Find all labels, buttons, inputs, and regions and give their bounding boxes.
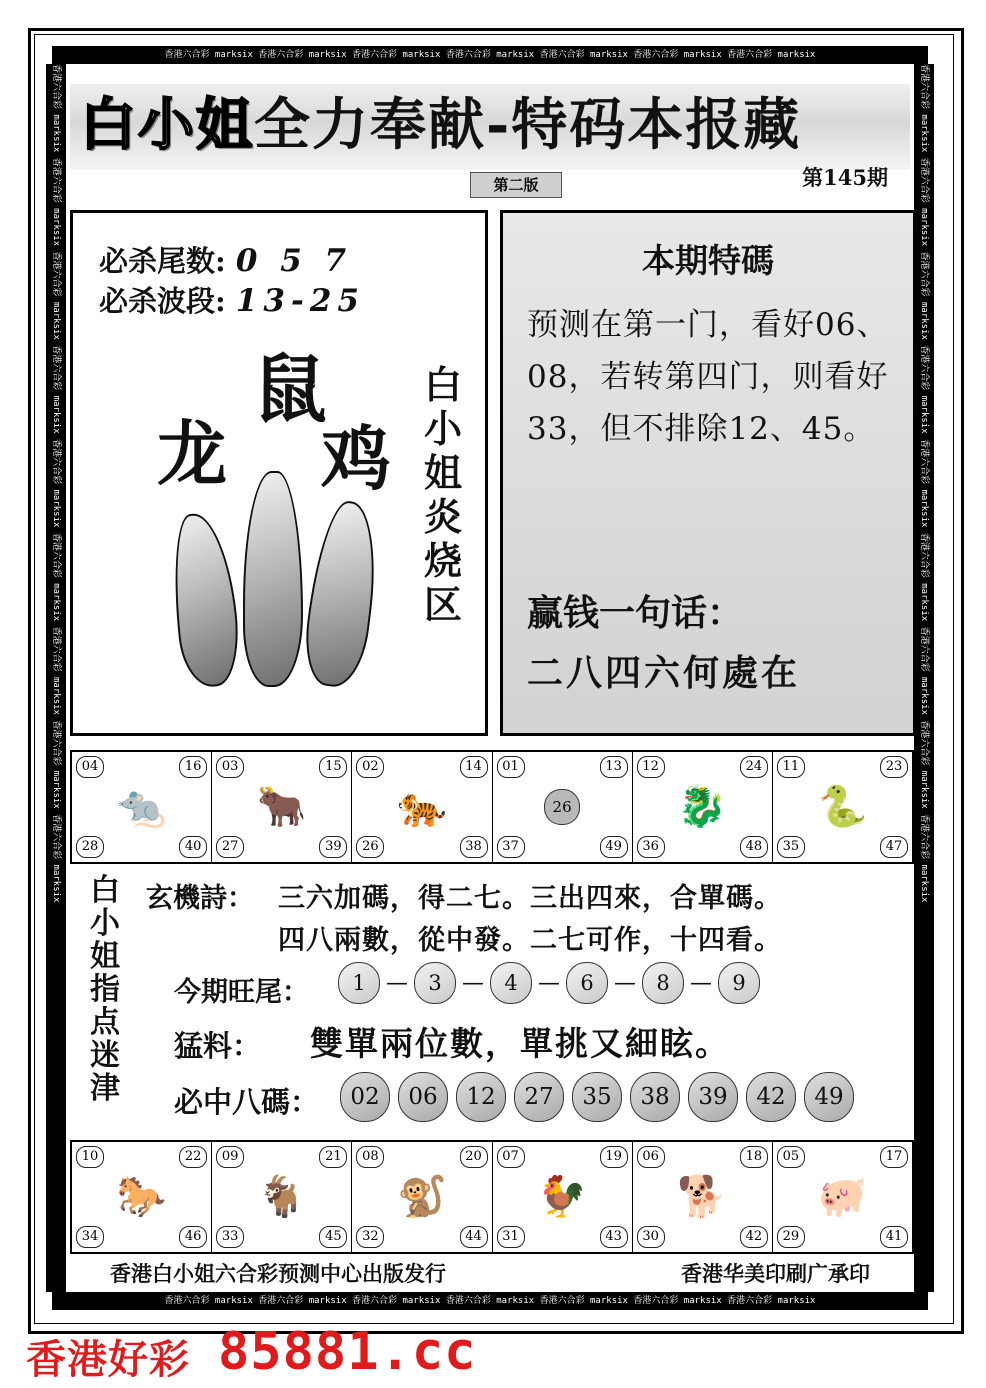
footer-printer: 香港华美印刷广承印	[681, 1261, 870, 1286]
pig-icon: 🐖	[817, 1174, 868, 1220]
flame-shape-1	[166, 510, 244, 689]
code-ball: 49	[804, 1072, 854, 1122]
title-tagline: 全力奉献-特码本报藏	[254, 92, 802, 158]
zodiac-cell	[773, 1142, 912, 1252]
zodiac-num-bottom-right: 41	[880, 1226, 908, 1248]
win-phrase-label: 赢钱一句话：	[527, 592, 744, 634]
zodiac-num-bottom-right: 39	[319, 836, 347, 858]
kill-tail-label: 必杀尾数:	[99, 244, 226, 278]
eight-codes-label: 必中八碼：	[174, 1085, 320, 1119]
zodiac-cell	[212, 752, 352, 862]
tail-ball: 6	[566, 962, 608, 1004]
zodiac-num-top-right: 15	[319, 756, 347, 778]
zodiac-cell	[212, 1142, 352, 1252]
zodiac-num-bottom-right: 47	[880, 836, 908, 858]
tail-ball: 9	[718, 962, 760, 1004]
zodiac-num-top-left: 05	[777, 1146, 805, 1168]
zodiac-cell	[633, 752, 773, 862]
tail-ball: 1	[338, 962, 380, 1004]
hot-tail-label: 今期旺尾：	[174, 977, 309, 1008]
dragon-icon: 🐉	[677, 784, 728, 830]
marksix-strip-right-text: 香港六合彩 marksix 香港六合彩 marksix 香港六合彩 marksix 香港六合彩 marksix 香港六合彩 marksix 香港六合彩 marksix 香港六合彩 marksix 香港六合彩 marksix 香港六合彩 marksix	[919, 64, 929, 903]
code-ball: 06	[398, 1072, 448, 1122]
zodiac-num-bottom-right: 45	[319, 1226, 347, 1248]
zodiac-num-top-right: 19	[600, 1146, 628, 1168]
code-ball: 38	[630, 1072, 680, 1122]
marksix-strip-left-text: 香港六合彩 marksix 香港六合彩 marksix 香港六合彩 marksix 香港六合彩 marksix 香港六合彩 marksix 香港六合彩 marksix 香港六合彩 marksix 香港六合彩 marksix 香港六合彩 marksix	[51, 64, 61, 903]
zodiac-num-bottom-right: 38	[460, 836, 488, 858]
zodiac-num-top-left: 08	[356, 1146, 384, 1168]
zodiac-num-bottom-left: 31	[497, 1226, 525, 1248]
marksix-strip-bottom: 香港六合彩 marksix 香港六合彩 marksix 香港六合彩 marksix 香港六合彩 marksix 香港六合彩 marksix 香港六合彩 marksix 香港六合彩 marksix	[52, 1292, 928, 1310]
zodiac-num-bottom-right: 44	[460, 1226, 488, 1248]
dash-separator: —	[614, 970, 636, 996]
hot-tail-numbers	[338, 962, 760, 1004]
site-branding	[18, 1322, 978, 1383]
tiger-icon: 🐅	[397, 784, 447, 830]
zodiac-num-bottom-right: 43	[600, 1226, 628, 1248]
zodiac-num-top-left: 10	[76, 1146, 104, 1168]
hot-tip-label: 猛料：	[174, 1029, 262, 1063]
zodiac-num-top-right: 23	[880, 756, 908, 778]
zodiac-num-bottom-left: 27	[216, 836, 244, 858]
zodiac-num-top-right: 22	[179, 1146, 207, 1168]
zodiac-num-top-right: 21	[319, 1146, 347, 1168]
flame-shape-2	[243, 471, 303, 687]
zodiac-num-top-left: 07	[497, 1146, 525, 1168]
right-panel	[500, 210, 916, 736]
zodiac-num-bottom-left: 29	[777, 1226, 805, 1248]
zodiac-num-bottom-left: 35	[777, 836, 805, 858]
zodiac-row-top	[70, 750, 914, 864]
highlight-number: 26	[544, 789, 580, 825]
zodiac-num-top-left: 09	[216, 1146, 244, 1168]
zodiac-num-top-left: 01	[497, 756, 525, 778]
prediction-title: 本期特碼	[642, 241, 774, 280]
page-title	[80, 86, 910, 164]
marksix-strip-top: 香港六合彩 marksix 香港六合彩 marksix 香港六合彩 marksix 香港六合彩 marksix 香港六合彩 marksix 香港六合彩 marksix 香港六合彩 marksix	[52, 46, 928, 64]
dash-separator: —	[538, 970, 560, 996]
zodiac-num-top-right: 20	[460, 1146, 488, 1168]
zodiac-cell	[633, 1142, 773, 1252]
marksix-strip-left	[46, 64, 66, 1292]
branding-url[interactable]: 85881.cc	[218, 1322, 477, 1382]
left-panel	[70, 210, 488, 736]
dash-separator: —	[462, 970, 484, 996]
zodiac-center-word: 鼠	[253, 347, 327, 433]
eight-codes-row	[340, 1072, 854, 1122]
header	[70, 76, 910, 196]
monkey-icon: 🐒	[397, 1174, 447, 1220]
zodiac-num-top-left: 11	[777, 756, 805, 778]
flame-graphic	[165, 453, 405, 703]
zodiac-num-bottom-left: 32	[356, 1226, 384, 1248]
middle-block	[70, 866, 910, 1136]
zodiac-num-top-left: 04	[76, 756, 104, 778]
zodiac-right-word: 鸡	[321, 417, 391, 500]
zodiac-num-top-left: 12	[637, 756, 665, 778]
zodiac-num-bottom-right: 42	[740, 1226, 768, 1248]
poem-line-1: 三六加碼，得二七。三出四來，合單碼。	[278, 883, 782, 914]
zodiac-num-top-right: 13	[600, 756, 628, 778]
zodiac-num-top-left: 03	[216, 756, 244, 778]
rat-icon: 🐀	[116, 784, 167, 830]
hot-tip-text: 雙單兩位數，單挑又細眩。	[310, 1024, 730, 1063]
kill-band-label: 必杀波段:	[99, 284, 226, 318]
code-ball: 35	[572, 1072, 622, 1122]
zodiac-num-top-right: 16	[179, 756, 207, 778]
zodiac-num-bottom-left: 34	[76, 1226, 104, 1248]
zodiac-num-bottom-left: 36	[637, 836, 665, 858]
tail-ball: 4	[490, 962, 532, 1004]
goat-icon: 🐐	[256, 1174, 307, 1220]
zodiac-left-word: 龙	[157, 412, 227, 495]
left-panel-vertical-label: 白小姐炎烧区	[423, 362, 462, 627]
issue-number: 第145期	[802, 165, 888, 190]
zodiac-num-bottom-right: 49	[600, 836, 628, 858]
tail-ball: 3	[414, 962, 456, 1004]
zodiac-num-bottom-right: 48	[740, 836, 768, 858]
zodiac-num-bottom-right: 40	[179, 836, 207, 858]
ox-icon: 🐂	[256, 784, 307, 830]
prediction-body: 预测在第一门，看好06、08，若转第四门，则看好33，但不排除12、45。	[527, 307, 889, 447]
dash-separator: —	[386, 970, 408, 996]
poem-label: 玄機詩：	[146, 883, 254, 914]
snake-icon: 🐍	[817, 784, 868, 830]
dog-icon: 🐕	[677, 1174, 728, 1220]
kill-band-value: 13-25	[235, 283, 365, 319]
zodiac-num-top-left: 02	[356, 756, 384, 778]
code-ball: 39	[688, 1072, 738, 1122]
kill-band-line	[99, 279, 365, 320]
zodiac-num-top-left: 06	[637, 1146, 665, 1168]
zodiac-num-bottom-right: 46	[179, 1226, 207, 1248]
zodiac-num-top-right: 18	[740, 1146, 768, 1168]
zodiac-cell	[352, 1142, 492, 1252]
footer-publisher: 香港白小姐六合彩预测中心出版发行	[110, 1261, 446, 1286]
zodiac-num-bottom-left: 33	[216, 1226, 244, 1248]
marksix-strip-right	[914, 64, 934, 1292]
code-ball: 27	[514, 1072, 564, 1122]
tail-ball: 8	[642, 962, 684, 1004]
zodiac-num-bottom-left: 28	[76, 836, 104, 858]
win-phrase-text: 二八四六何處在	[527, 652, 801, 694]
edition-badge: 第二版	[470, 172, 562, 198]
dash-separator: —	[690, 970, 712, 996]
zodiac-cell	[493, 1142, 633, 1252]
zodiac-cell	[352, 752, 492, 862]
kill-tail-value: 0 5 7	[235, 243, 353, 279]
zodiac-num-bottom-left: 30	[637, 1226, 665, 1248]
zodiac-num-top-right: 14	[460, 756, 488, 778]
footer	[70, 1258, 910, 1288]
title-brand: 白小姐	[80, 92, 254, 158]
horse-icon: 🐎	[116, 1174, 167, 1220]
code-ball: 12	[456, 1072, 506, 1122]
kill-tail-line	[99, 239, 352, 280]
rooster-icon: 🐓	[537, 1174, 587, 1220]
side-vertical-label: 白小姐指点迷津	[90, 873, 120, 1106]
code-ball: 02	[340, 1072, 390, 1122]
code-ball: 42	[746, 1072, 796, 1122]
zodiac-num-top-right: 17	[880, 1146, 908, 1168]
zodiac-cell	[773, 752, 912, 862]
branding-name: 香港好彩	[26, 1336, 190, 1383]
zodiac-cell	[72, 1142, 212, 1252]
zodiac-row-bottom	[70, 1140, 914, 1254]
zodiac-num-bottom-left: 37	[497, 836, 525, 858]
zodiac-cell	[72, 752, 212, 862]
zodiac-cell	[493, 752, 633, 862]
zodiac-num-top-right: 24	[740, 756, 768, 778]
flame-shape-3	[300, 498, 384, 690]
poem-line-2: 四八兩數，從中發。二七可作，十四看。	[278, 925, 782, 956]
zodiac-num-bottom-left: 26	[356, 836, 384, 858]
